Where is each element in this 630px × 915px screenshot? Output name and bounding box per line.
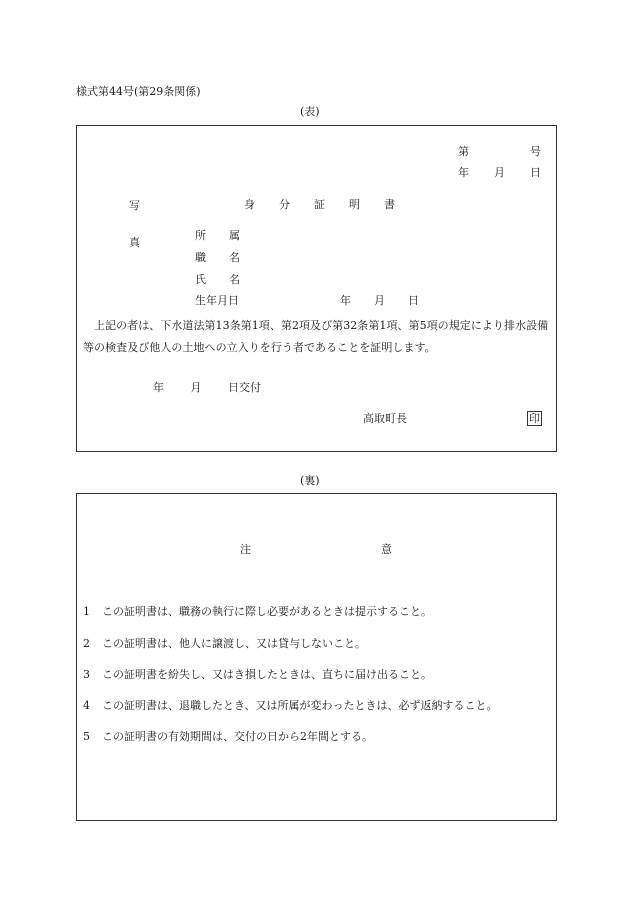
number-suffix: 号 — [530, 145, 541, 158]
issued-year: 年 — [153, 381, 164, 394]
issue-date-line — [458, 167, 541, 178]
front-side-label: (表) — [300, 105, 320, 118]
note-number: 1 — [83, 605, 90, 618]
birth-date-label: 生年月日 — [195, 294, 239, 307]
notes-heading — [240, 544, 392, 555]
note-item — [83, 731, 373, 742]
note-item — [83, 638, 366, 649]
number-prefix: 第 — [458, 145, 469, 158]
certification-statement: 上記の者は、下水道法第13条第1項、第2項及び第32条第1項、第5項の規定により排水設備等の検査及び他人の土地への立入りを行う者であることを証明します。 — [83, 319, 549, 354]
note-number: 4 — [83, 699, 90, 712]
date-year: 年 — [458, 166, 469, 179]
title-char: 証 — [314, 198, 325, 211]
field-char: 職 — [195, 251, 206, 264]
field-char: 名 — [229, 273, 240, 286]
seal-mark: 印 — [529, 412, 540, 425]
heading-char: 意 — [381, 543, 392, 556]
note-number: 3 — [83, 668, 90, 681]
note-text: この証明書の有効期間は、交付の日から2年間とする。 — [102, 730, 373, 743]
note-text: この証明書は、職務の執行に際し必要があるときは提示すること。 — [102, 605, 432, 618]
note-text: この証明書を紛失し、又はき損したときは、直ちに届け出ること。 — [102, 668, 432, 681]
birth-year: 年 — [340, 294, 351, 307]
heading-char: 注 — [240, 543, 251, 556]
document-title — [244, 199, 395, 210]
note-text: この証明書は、他人に譲渡し、又は貸与しないこと。 — [102, 637, 366, 650]
field-name — [195, 274, 240, 285]
form-label: 様式第44号(第29条関係) — [76, 85, 201, 98]
field-char: 属 — [229, 229, 240, 242]
title-char: 身 — [244, 198, 255, 211]
photo-label-top: 写 — [129, 199, 140, 212]
note-number: 5 — [83, 730, 90, 743]
back-card — [76, 493, 557, 821]
date-month: 月 — [494, 166, 505, 179]
birth-date-line — [340, 295, 419, 306]
field-job-title — [195, 252, 240, 263]
date-day: 日 — [530, 166, 541, 179]
title-char: 明 — [349, 198, 360, 211]
field-affiliation — [195, 230, 240, 241]
issued-date-line — [153, 382, 261, 393]
note-item — [83, 669, 432, 680]
field-char: 氏 — [195, 273, 206, 286]
photo-label-bottom: 真 — [129, 236, 140, 249]
birth-month: 月 — [374, 294, 385, 307]
field-char: 所 — [195, 229, 206, 242]
note-item — [83, 606, 432, 617]
number-line — [458, 146, 541, 157]
title-char: 分 — [279, 198, 290, 211]
title-char: 書 — [384, 198, 395, 211]
issued-month: 月 — [190, 381, 202, 394]
issuer-name: 高取町長 — [363, 412, 407, 425]
note-item — [83, 700, 497, 711]
back-side-label: (裏) — [300, 474, 320, 487]
note-number: 2 — [83, 637, 90, 650]
note-text: この証明書は、退職したとき、又は所属が変わったときは、必ず返納すること。 — [102, 699, 498, 712]
birth-day: 日 — [408, 294, 419, 307]
issued-day: 日交付 — [228, 381, 261, 394]
front-card — [76, 125, 557, 452]
field-char: 名 — [229, 251, 240, 264]
